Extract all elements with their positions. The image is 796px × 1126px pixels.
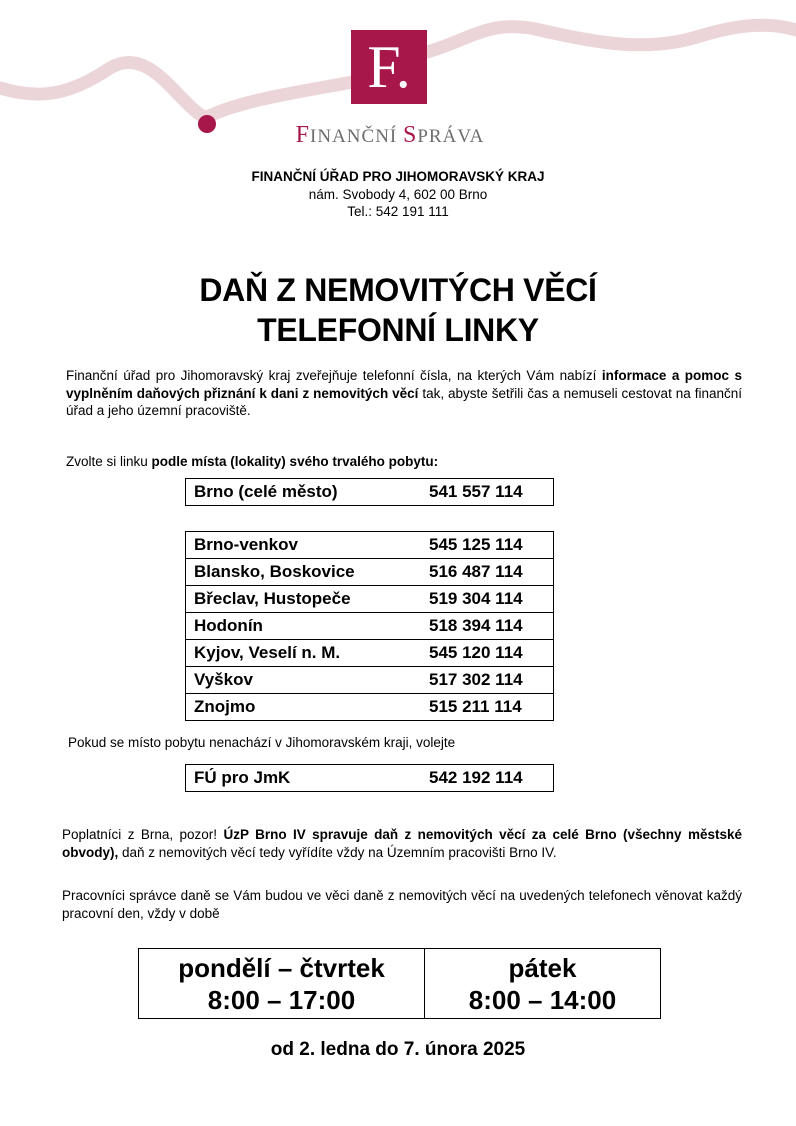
regional-phone-table (185, 531, 554, 721)
phone-cell: 519 304 114 (423, 586, 554, 613)
table-row (186, 559, 554, 586)
wave-dot (198, 115, 216, 133)
brno-taxpayers-note: Poplatníci z Brna, pozor! ÚzP Brno IV spravuje daň z nemovitých věcí za celé Brno (všechny městské obvody), daň z nemovitých věcí tedy vyřídíte vždy na Územním pracovišti Brno IV. (62, 827, 742, 860)
office-address: nám. Svobody 4, 602 00 Brno (308, 187, 488, 202)
friday-label: pátek (508, 953, 577, 983)
location-cell: Brno-venkov (186, 532, 424, 559)
phone-cell: 545 120 114 (423, 640, 554, 667)
location-cell: Kyjov, Veselí n. M. (186, 640, 424, 667)
weekdays-time: 8:00 – 17:00 (207, 985, 356, 1015)
table-row (186, 613, 554, 640)
table-row (186, 765, 554, 792)
choose-line-instruction: Zvolte si linku podle místa (lokality) svého trvalého pobytu: (66, 454, 439, 469)
phone-cell: 545 125 114 (423, 532, 554, 559)
table-row (186, 586, 554, 613)
page-title-line2: TELEFONNÍ LINKY (257, 312, 539, 348)
office-hours-table (138, 948, 661, 1019)
location-cell: Brno (celé město) (186, 479, 424, 506)
page-title-line1: DAŇ Z NEMOVITÝCH VĚCÍ (199, 272, 597, 308)
table-row (186, 479, 554, 506)
location-cell: Vyškov (186, 667, 424, 694)
friday-time: 8:00 – 14:00 (468, 985, 617, 1015)
office-name: FINANČNÍ ÚŘAD PRO JIHOMORAVSKÝ KRAJ (251, 169, 545, 184)
brno-phone-table (185, 478, 554, 506)
friday-hours-cell (425, 949, 660, 1018)
phone-cell: 516 487 114 (423, 559, 554, 586)
phone-cell: 542 192 114 (423, 765, 554, 792)
table-row (186, 532, 554, 559)
location-cell: Znojmo (186, 694, 424, 721)
location-cell: Břeclav, Hustopeče (186, 586, 424, 613)
location-cell: FÚ pro JmK (186, 765, 424, 792)
phone-cell: 515 211 114 (423, 694, 554, 721)
office-hours-note: Pracovníci správce daně se Vám budou ve věci daně z nemovitých věcí na uvedených telefonech věnovat každý pracovní den, vždy v době (62, 888, 742, 921)
outside-region-note: Pokud se místo pobytu nenachází v Jihomoravském kraji, volejte (68, 735, 456, 750)
phone-cell: 541 557 114 (423, 479, 554, 506)
weekdays-hours-cell (139, 949, 425, 1018)
intro-paragraph: Finanční úřad pro Jihomoravský kraj zveřejňuje telefonní čísla, na kterých Vám nabízí informace a pomoc s vyplněním daňových přiznání k dani z nemovitých věcí tak, abyste šetřili čas a nemuseli cestovat na finanční úřad a jeho územní pracoviště. (66, 368, 742, 418)
fu-phone-table (185, 764, 554, 792)
phone-cell: 517 302 114 (423, 667, 554, 694)
weekdays-label: pondělí – čtvrtek (178, 953, 385, 983)
table-row (186, 667, 554, 694)
logo-wordmark: FINANČNÍ SPRÁVA (295, 122, 485, 148)
location-cell: Hodonín (186, 613, 424, 640)
validity-period: od 2. ledna do 7. února 2025 (270, 1039, 526, 1060)
location-cell: Blansko, Boskovice (186, 559, 424, 586)
table-row (186, 640, 554, 667)
logo-mark: F. (351, 30, 427, 104)
table-row (186, 694, 554, 721)
office-phone: Tel.: 542 191 111 (347, 204, 449, 219)
phone-cell: 518 394 114 (423, 613, 554, 640)
